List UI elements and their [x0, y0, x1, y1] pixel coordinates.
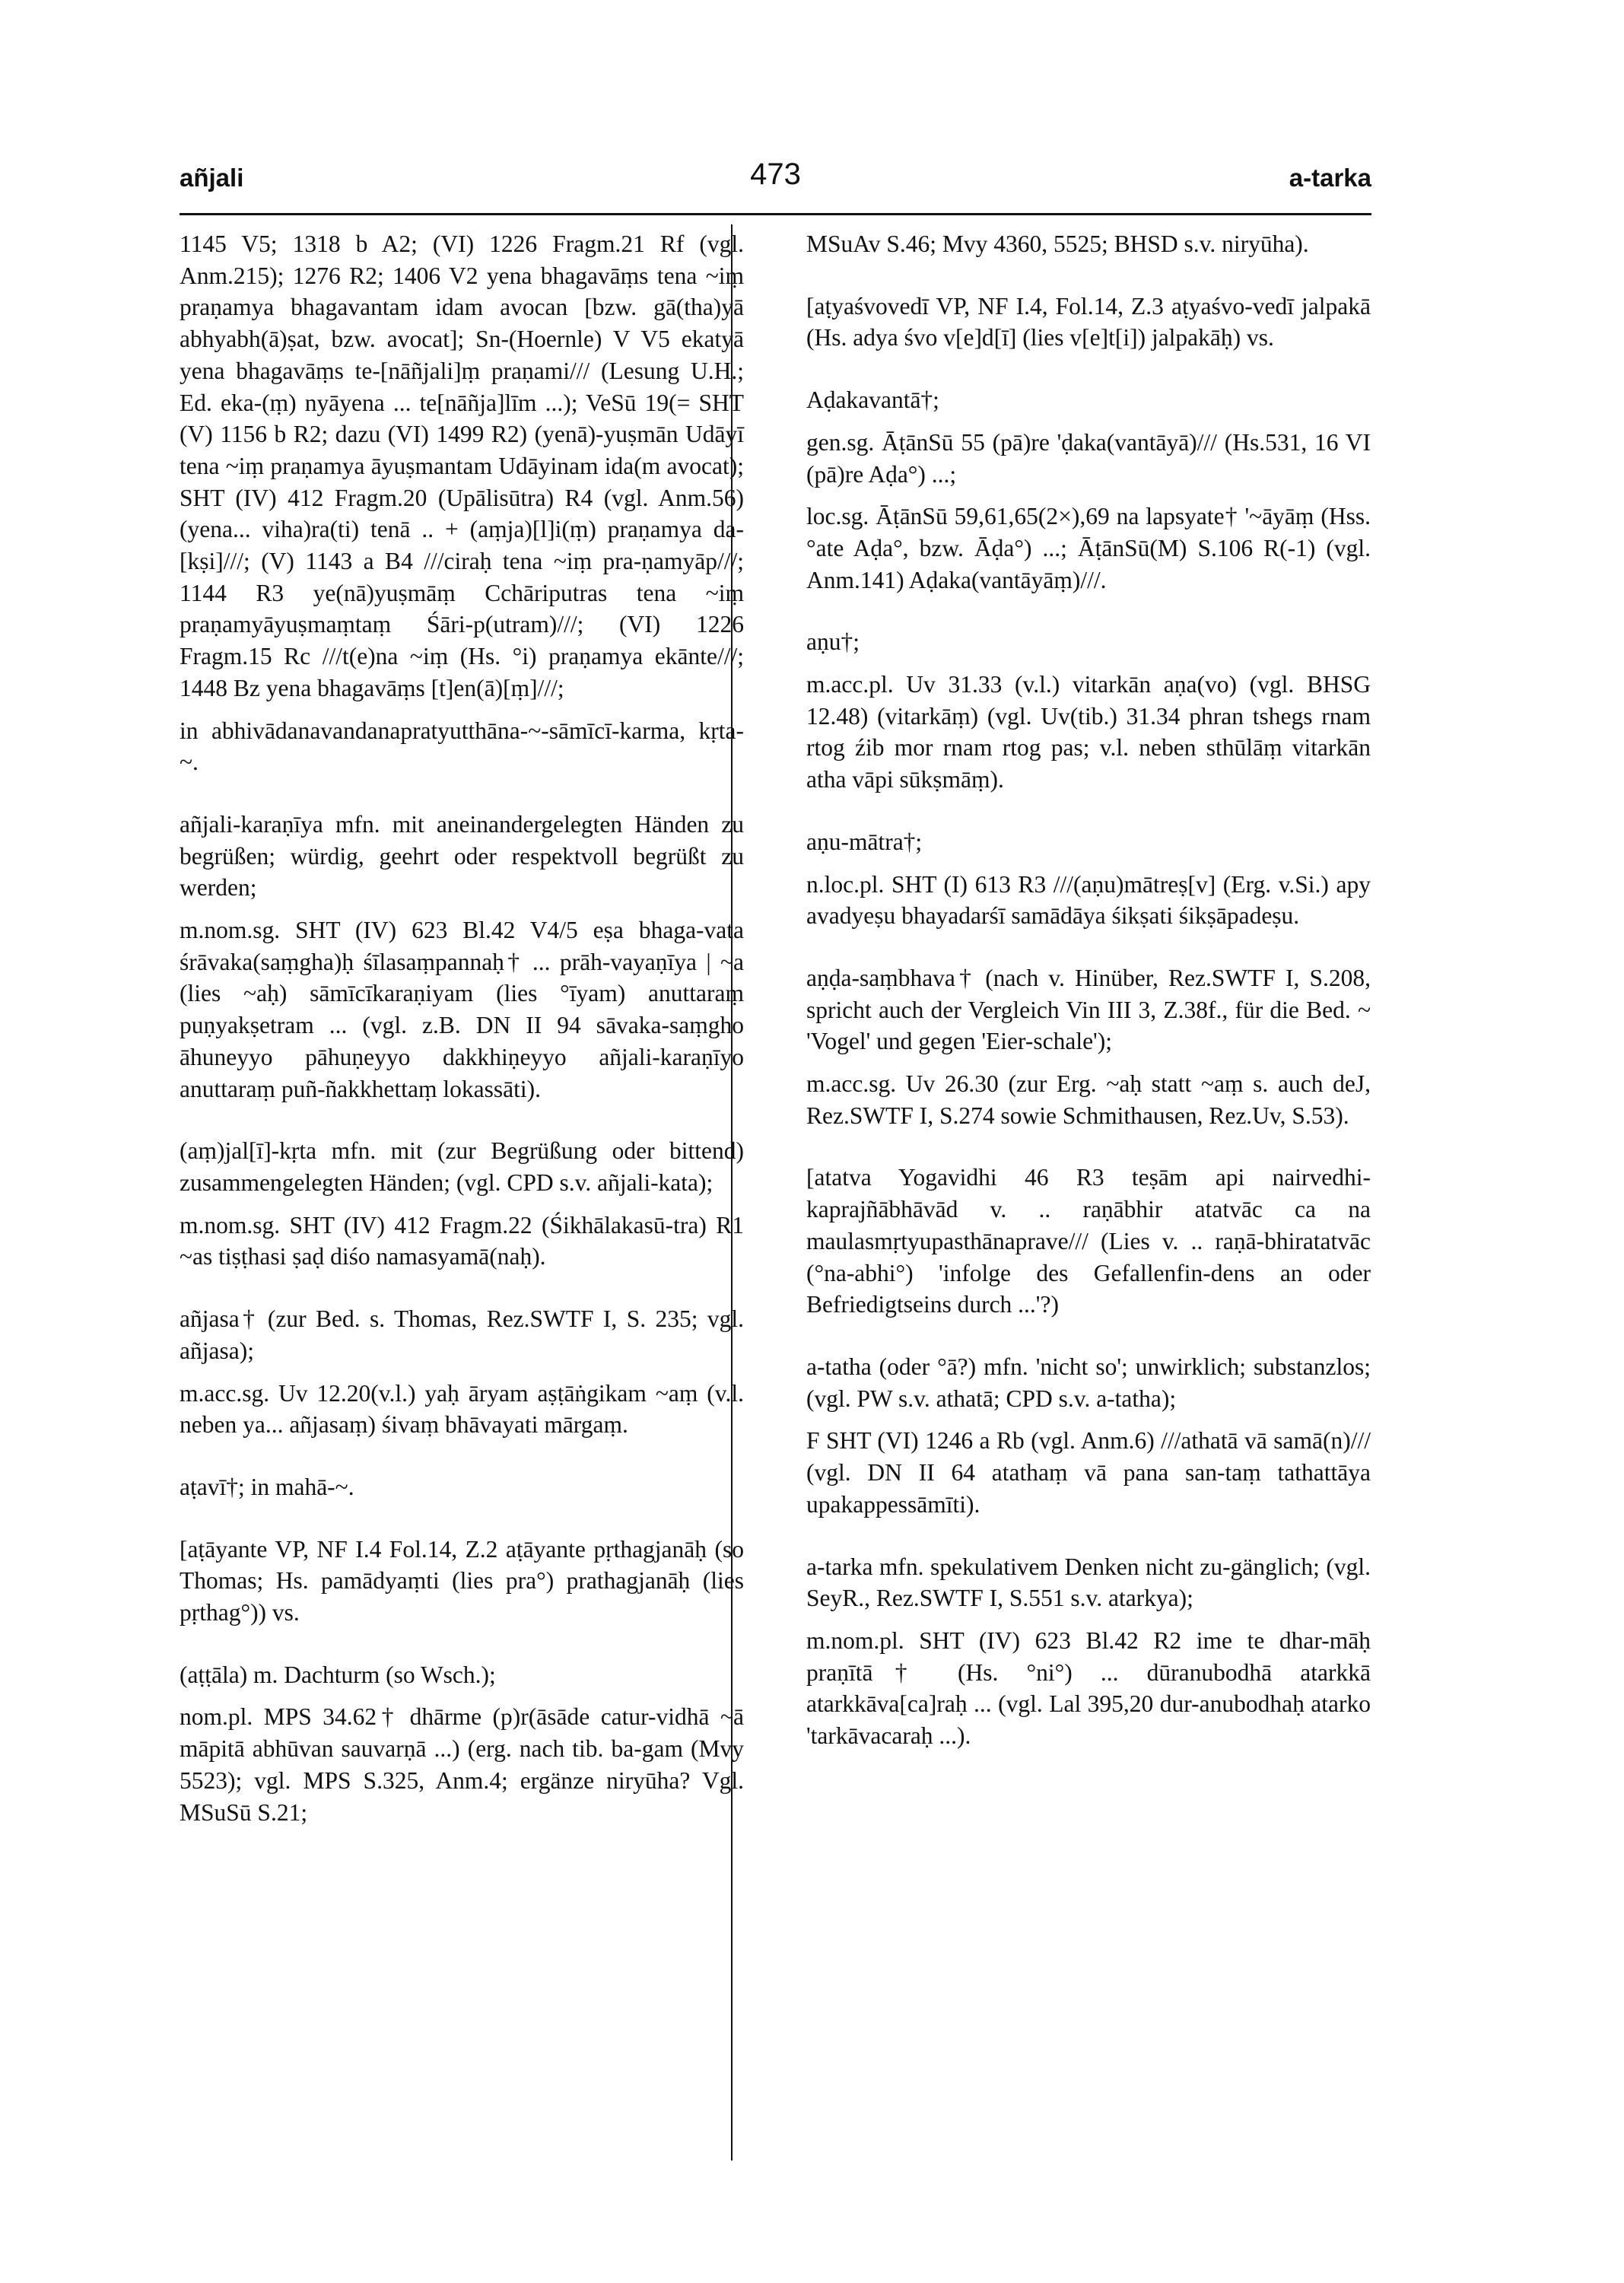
entry-text: m.nom.pl. SHT (IV) 623 Bl.42 R2 ime te dhar-māḥ praṇītā† (Hs. °ni°) ... dūranubodhā atarkkā atarkkāva[ca]raḥ ... (vgl. Lal 395,20 dur-anubodhaḥ atarko 'tarkāvacaraḥ ...). — [806, 1626, 1371, 1750]
entry-text: [aṭyaśvovedī VP, NF I.4, Fol.14, Z.3 aṭyaśvo-vedī jalpakā (Hs. adya śvo v[e]d[ī] (lies v[e]t[i]) jalpakāḥ) vs. — [806, 292, 1371, 351]
entry-headword: (aṭṭāla) m. Dachturm (so Wsch.); — [180, 1661, 496, 1688]
entry-headword: aṇḍa-saṃbhava† (nach v. Hinüber, Rez.SWTF I, S.208, spricht auch der Vergleich Vin III 3, Z.38f., für die Bed. ~ 'Vogel' und gegen 'Eier-schale'); — [806, 964, 1371, 1055]
entry-text: m.acc.pl. Uv 31.33 (v.l.) vitarkān aṇa(vo) (vgl. BHSG 12.48) (vitarkāṃ) (vgl. Uv(tib.) 31.34 phran tshegs rnam rtog źib mor rnam rtog pas; v.l. neben sthūlāṃ vitarkān atha vāpi sūkṣmāṃ). — [806, 671, 1371, 793]
entry-headword: Aḍakavantā†; — [806, 386, 939, 414]
entry-headword: a-tarka mfn. spekulativem Denken nicht zu-gänglich; (vgl. SeyR., Rez.SWTF I, S.551 s.v. atarkya); — [806, 1553, 1371, 1612]
entry-text: gen.sg. ĀṭānSū 55 (pā)re 'ḍaka(vantāyā)/// (Hs.531, 16 VI (pā)re Aḍa°) ...; — [806, 428, 1371, 488]
entry-text: 1145 V5; 1318 b A2; (VI) 1226 Fragm.21 Rf (vgl. Anm.215); 1276 R2; 1406 V2 yena bhagavāṃs tena ~iṃ praṇamya bhagavantam idam avocan [bzw. gā(tha)yā abhyabh(ā)ṣat, bzw. avocat]; Sn-(Hoernle) V V5 ekatyā yena bhagavāṃs te-[nāñjali]ṃ praṇami/// (Lesung U.H.; Ed. eka-(ṃ) nyāyena ... te[nāñja]līm ...); VeSū 19(= SHT (V) 1156 b R2; dazu (VI) 1499 R2) (yenā)-yuṣmān Udāyī tena ~iṃ praṇamya āyuṣmantam Udāyinam ida(m avocat); SHT (IV) 412 Fragm.20 (Upālisūtra) R4 (vgl. Anm.56) (yena... viha)ra(ti) tenā .. + (aṃja)[l]i(ṃ) praṇamya da-[kṣi]///; (V) 1143 a B4 ///ciraḥ tena ~iṃ pra-ṇamyāp///; 1144 R3 ye(nā)yuṣmāṃ Cchāriputras tena ~iṃ praṇamyāyuṣmaṃtaṃ Śāri-p(utram)///; (VI) 1226 Fragm.15 Rc ///t(e)na ~iṃ (Hs. °i) praṇamya ekānte///; 1448 Bz yena bhagavāṃs [t]en(ā)[ṃ]///; — [180, 231, 744, 701]
entry-text: MSuAv S.46; Mvy 4360, 5525; BHSD s.v. niryūha). — [806, 231, 1309, 257]
entry-text: [aṭāyante VP, NF I.4 Fol.14, Z.2 aṭāyante pṛthagjanāḥ (so Thomas; Hs. pamādyaṃti (lies pra°) prathagjanāḥ (lies pṛthag°)) vs. — [180, 1535, 744, 1626]
entry-text: loc.sg. ĀṭānSū 59,61,65(2×),69 na lapsyate† '~āyāṃ (Hss. °ate Aḍa°, bzw. Āḍa°) ...; ĀṭānSū(M) S.106 R(-1) (vgl. Anm.141) Aḍaka(vantāyāṃ)///. — [806, 503, 1371, 593]
header-rule — [180, 213, 1371, 215]
right-headword: a-tarka — [1289, 164, 1371, 192]
right-column — [806, 228, 1371, 1752]
entry-text: m.nom.sg. SHT (IV) 623 Bl.42 V4/5 eṣa bhaga-vata śrāvaka(saṃgha)ḥ śīlasaṃpannaḥ† ... prāh-vayaṇīya | ~a (lies ~aḥ) sāmīcīkaraṇiyam (lies °īyam) anuttaraṃ puṇyakṣetram ... (vgl. z.B. DN II 94 sāvaka-saṃgho āhuneyyo pāhuṇeyyo dakkhiṇeyyo añjali-karaṇīyo anuttaraṃ puñ-ñakkhettaṃ lokassāti). — [180, 917, 744, 1102]
entry-headword: aṇu-mātra†; — [806, 828, 923, 855]
entry-headword: añjasa† (zur Bed. s. Thomas, Rez.SWTF I, S. 235; vgl. añjasa); — [180, 1305, 744, 1364]
entry-headword: a-tatha (oder °ā?) mfn. 'nicht so'; unwirklich; substanzlos; (vgl. PW s.v. athatā; CPD s.v. a-tatha); — [806, 1353, 1371, 1412]
entry-headword: (aṃ)jal[ī]-kṛta mfn. mit (zur Begrüßung oder bittend) zusammengelegten Händen; (vgl. CPD s.v. añjali-kata); — [180, 1137, 744, 1196]
entry-text: [atatva Yogavidhi 46 R3 teṣām api nairvedhi-kaprajñābhāvād v. .. raṇābhir atatvāc ca na maulasmṛtyupasthānaprave/// (Lies v. .. raṇā-bhiratatvāc (°na-abhi°) 'infolge des Gefallenfin-dens an oder Befriedigtseins durch ...'?) — [806, 1164, 1371, 1318]
page-header — [180, 157, 1371, 209]
entry-text: F SHT (VI) 1246 a Rb (vgl. Anm.6) ///athatā vā samā(n)/// (vgl. DN II 64 atathaṃ vā pana san-taṃ tathattāya upakappessāmīti). — [806, 1427, 1371, 1518]
left-column — [180, 228, 744, 1828]
entry-headword: aṭavī†; in mahā-~. — [180, 1473, 354, 1500]
entry-text: m.acc.sg. Uv 26.30 (zur Erg. ~aḥ statt ~aṃ s. auch deJ, Rez.SWTF I, S.274 sowie Schmithausen, Rez.Uv, S.53). — [806, 1070, 1371, 1129]
entry-headword: aṇu†; — [806, 628, 860, 656]
entry-text: m.acc.sg. Uv 12.20(v.l.) yaḥ āryam aṣṭāṅgikam ~aṃ (v.l. neben ya... añjasaṃ) śivaṃ bhāvayati mārgaṃ. — [180, 1379, 744, 1439]
entry-text: n.loc.pl. SHT (I) 613 R3 ///(aṇu)mātreṣ[v] (Erg. v.Si.) apy avadyeṣu bhayadarśī samādāya śikṣati śikṣāpadeṣu. — [806, 870, 1371, 930]
entry-text: nom.pl. MPS 34.62† dhārme (p)r(āsāde catur-vidhā ~ā māpitā abhūvan sauvarṇā ...) (erg. nach tib. ba-gam (Mvy 5523); vgl. MPS S.325, Anm.4; ergänze niryūha? Vgl. MSuSū S.21; — [180, 1703, 744, 1826]
left-headword: añjali — [180, 164, 244, 192]
entry-text: m.nom.sg. SHT (IV) 412 Fragm.22 (Śikhālakasū-tra) R1 ~as tiṣṭhasi ṣaḍ diśo namasyamā(naḥ). — [180, 1211, 744, 1270]
entry-text: in abhivādanavandanapratyutthāna-~-sāmīcī-karma, kṛta-~. — [180, 717, 744, 776]
entry-headword: añjali-karaṇīya mfn. mit aneinandergelegten Händen zu begrüßen; würdig, geehrt oder respektvoll begrüßt zu werden; — [180, 810, 744, 901]
page-number: 473 — [750, 157, 801, 191]
